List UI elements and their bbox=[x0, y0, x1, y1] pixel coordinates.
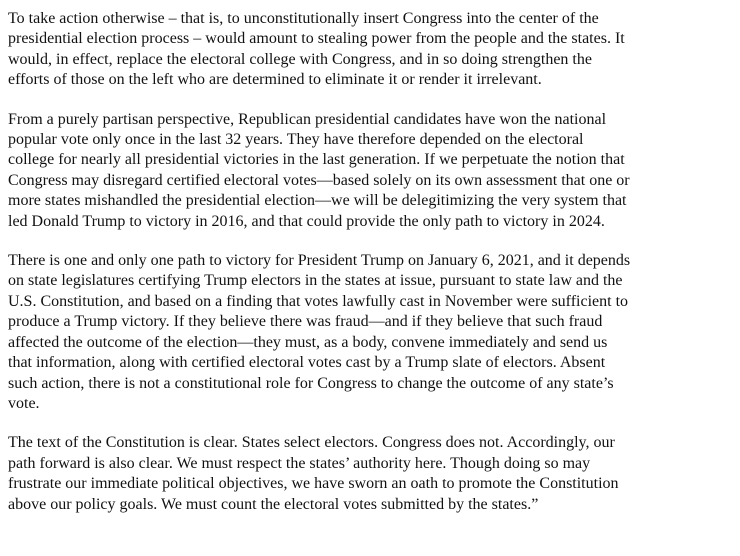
text-line: efforts of those on the left who are determined to eliminate it or render it irrelevant. bbox=[8, 71, 542, 89]
text-line: on state legislatures certifying Trump electors in the states at issue, pursuant to state law and the bbox=[8, 272, 623, 290]
text-line: produce a Trump victory. If they believe there was fraud—and if they believe that such fraud bbox=[8, 313, 603, 331]
text-line: Congress may disregard certified electoral votes—based solely on its own assessment that one or bbox=[8, 171, 630, 189]
text-line: such action, there is not a constitutional role for Congress to change the outcome of any state’s bbox=[8, 374, 614, 392]
document-body bbox=[8, 9, 738, 515]
text-line: frustrate our immediate political objectives, we have sworn an oath to promote the Constitution bbox=[8, 475, 619, 493]
text-line: path forward is also clear. We must respect the states’ authority here. Though doing so may bbox=[8, 454, 591, 472]
paragraph-4 bbox=[8, 433, 738, 515]
text-line: college for nearly all presidential victories in the last generation. If we perpetuate the notion that bbox=[8, 151, 625, 169]
text-line: To take action otherwise – that is, to unconstitutionally insert Congress into the center of the bbox=[8, 10, 599, 27]
paragraph-1 bbox=[8, 9, 738, 91]
text-line: that information, along with certified electoral votes cast by a Trump slate of electors. Absent bbox=[8, 354, 606, 372]
text-line: presidential election process – would amount to stealing power from the people and the states. It bbox=[8, 30, 625, 48]
paragraph-3 bbox=[8, 251, 738, 414]
text-line: vote. bbox=[8, 394, 40, 412]
text-line: The text of the Constitution is clear. States select electors. Congress does not. Accordingly, our bbox=[8, 434, 615, 452]
text-line: There is one and only one path to victory for President Trump on January 6, 2021, and it depends bbox=[8, 252, 631, 270]
text-line: led Donald Trump to victory in 2016, and that could provide the only path to victory in 2024. bbox=[8, 212, 605, 230]
text-line: From a purely partisan perspective, Republican presidential candidates have won the national bbox=[8, 110, 607, 128]
text-line: would, in effect, replace the electoral college with Congress, and in so doing strengthen the bbox=[8, 50, 592, 68]
text-line: U.S. Constitution, and based on a finding that votes lawfully cast in November were sufficient to bbox=[8, 292, 629, 310]
paragraph-2 bbox=[8, 110, 738, 232]
text-line: popular vote only once in the last 32 years. They have therefore depended on the electoral bbox=[8, 131, 584, 149]
text-line: affected the outcome of the election—they must, as a body, convene immediately and send us bbox=[8, 333, 608, 351]
text-line: above our policy goals. We must count the electoral votes submitted by the states.” bbox=[8, 495, 539, 513]
text-line: more states mishandled the presidential election—we will be delegitimizing the very system that bbox=[8, 192, 627, 210]
